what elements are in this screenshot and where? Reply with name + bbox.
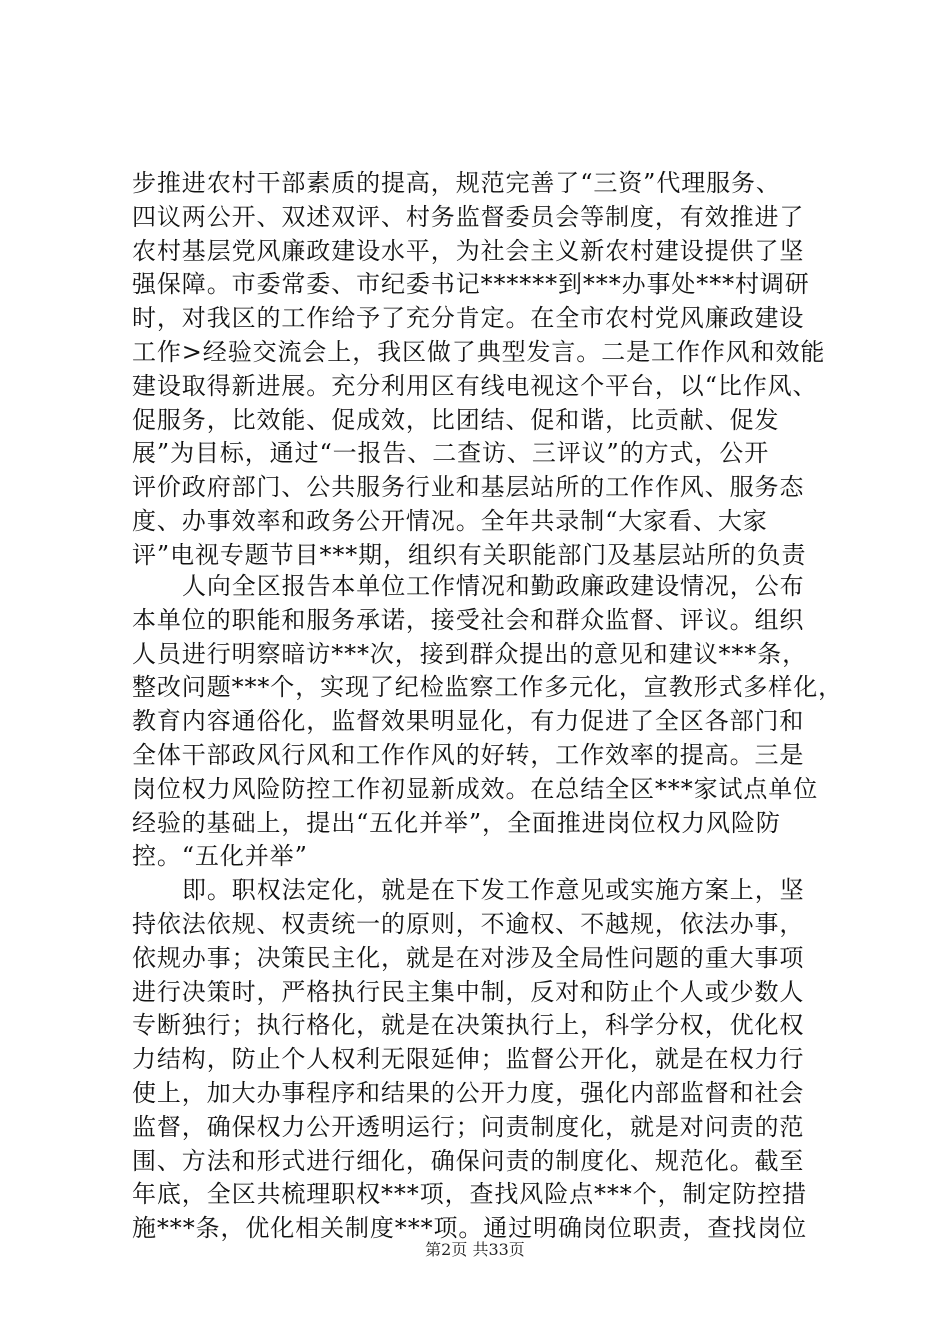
text-line: 教育内容通俗化，监督效果明显化，有力促进了全区各部门和: [132, 707, 805, 736]
text-line: 全体干部政风行风和工作作风的好转，工作效率的提高。三是: [132, 740, 805, 769]
text-line: 展”为目标，通过“一报告、二查访、三评议”的方式，公开: [132, 439, 770, 468]
text-line: 依规办事；决策民主化，就是在对涉及全局性问题的重大事项: [132, 943, 805, 972]
text-line: 整改问题***个，实现了纪检监察工作多元化，宣教形式多样化，: [132, 673, 843, 702]
text-line: 持依法依规、权责统一的原则，不逾权、不越规，依法办事，: [132, 909, 805, 938]
text-line: 施***条，优化相关制度***项。通过明确岗位职责，查找岗位: [132, 1214, 807, 1243]
text-line: 四议两公开、双述双评、村务监督委员会等制度，有效推进了: [132, 202, 805, 231]
paragraph-block-2: [132, 570, 842, 1246]
text-line: 强保障。市委常委、市纪委书记******到***办事处***村调研: [132, 270, 810, 299]
text-line: 人向全区报告本单位工作情况和勤政廉政建设情况，公布: [182, 572, 805, 600]
text-line: 围、方法和形式进行细化，确保问责的制度化、规范化。截至: [132, 1146, 805, 1175]
text-line: 控。“五化并举”: [132, 842, 308, 871]
text-line: 评”电视专题节目***期，组织有关职能部门及基层站所的负责: [132, 540, 807, 569]
text-line: 建设取得新进展。充分利用区有线电视这个平台，以“比作风、: [132, 371, 818, 400]
text-line: 力结构，防止个人权利无限延伸；监督公开化，就是在权力行: [132, 1045, 805, 1074]
text-line: 人员进行明察暗访***次，接到群众提出的意见和建议***条，: [132, 639, 807, 668]
text-line: 进行决策时，严格执行民主集中制，反对和防止个人或少数人: [132, 977, 805, 1006]
text-line: 监督，确保权力公开透明运行；问责制度化，就是对问责的范: [132, 1112, 805, 1141]
paragraph-block-1: [132, 167, 842, 573]
text-line: 经验的基础上，提出“五化并举”，全面推进岗位权力风险防: [132, 808, 781, 837]
text-line: 时，对我区的工作给予了充分肯定。在全市农村党风廉政建设: [132, 304, 805, 333]
text-line: 使上，加大办事程序和结果的公开力度，强化内部监督和社会: [132, 1078, 805, 1107]
text-line: 本单位的职能和服务承诺，接受社会和群众监督、评议。组织: [132, 605, 805, 634]
page-footer: 第2页 共33页: [425, 1240, 525, 1259]
text-line: 专断独行；执行格化，就是在决策执行上，科学分权，优化权: [132, 1011, 805, 1040]
text-line: 即。职权法定化，就是在下发工作意见或实施方案上，坚: [182, 876, 805, 905]
text-line: 度、办事效率和政务公开情况。全年共录制“大家看、大家: [132, 506, 768, 535]
text-line: 年底，全区共梳理职权***项，查找风险点***个，制定防控措: [132, 1180, 807, 1209]
text-line: 岗位权力风险防控工作初显新成效。在总结全区***家试点单位: [132, 774, 819, 803]
text-line: 促服务，比效能、促成效，比团结、促和谐，比贡献、促发: [132, 405, 780, 434]
text-line: 评价政府部门、公共服务行业和基层站所的工作作风、服务态: [132, 473, 805, 502]
text-line: 农村基层党风廉政建设水平，为社会主义新农村建设提供了坚: [132, 236, 805, 265]
text-line: 工作>经验交流会上，我区做了典型发言。二是工作作风和效能: [132, 337, 826, 366]
text-line: 步推进农村干部素质的提高，规范完善了“三资”代理服务、: [132, 169, 781, 197]
